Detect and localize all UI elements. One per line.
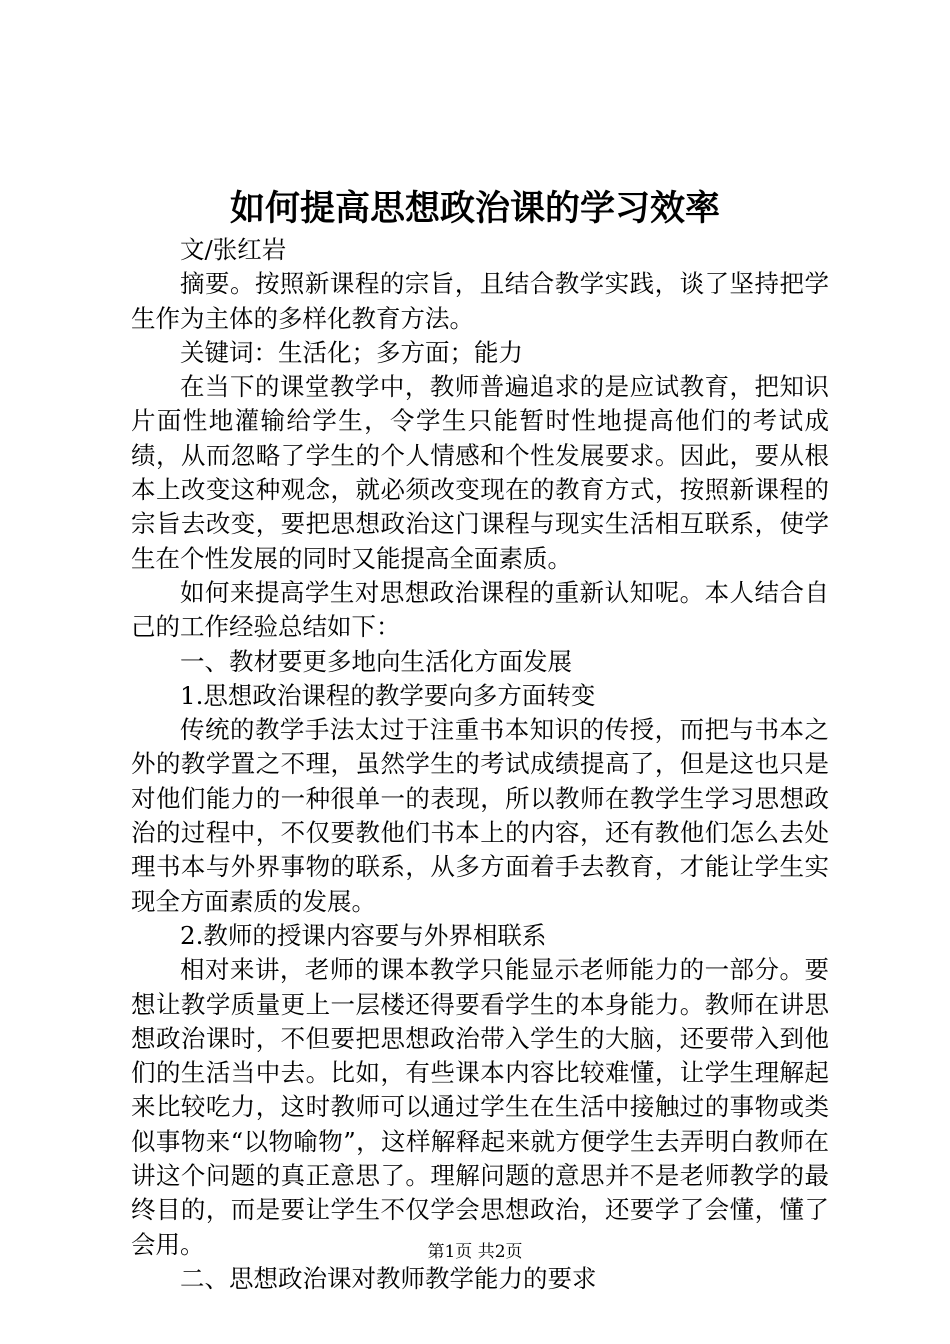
section-heading: 二、思想政治课对教师教学能力的要求 bbox=[180, 1263, 597, 1293]
body-paragraph: 相对来讲，老师的课本教学只能显示老师能力的一部分。要想让教学质量更上一层楼还得要看学生的本身能力。教师在讲思想政治课时，不但要把思想政治带入学生的大脑，还要带入到他们的生活当中去。比如，有些课本内容比较难懂，让学生理解起来比较吃力，这时教师可以通过学生在生活中接触过的事物或类似事物来“以物喻物”，这样解释起来就方便学生去弄明白教师在讲这个问题的真正意思了。理解问题的意思并不是老师教学的最终目的，而是要让学生不仅学会思想政治，还要学了会懂，懂了会用。 bbox=[131, 955, 829, 1259]
author-line: 文/张红岩 bbox=[180, 235, 287, 264]
document-body bbox=[131, 233, 829, 1296]
section-heading: 一、教材要更多地向生活化方面发展 bbox=[180, 646, 572, 676]
document-title: 如何提高思想政治课的学习效率 bbox=[229, 188, 720, 229]
subsection-heading: 2.教师的授课内容要与外界相联系 bbox=[180, 920, 547, 950]
body-paragraph: 传统的教学手法太过于注重书本知识的传授，而把与书本之外的教学置之不理，虽然学生的考试成绩提高了，但是这也只是对他们能力的一种很单一的表现，所以教师在教学生学习思想政治的过程中，不仅要教他们书本上的内容，还有教他们怎么去处理书本与外界事物的联系，从多方面着手去教育，才能让学生实现全方面素质的发展。 bbox=[131, 715, 829, 916]
page-number-footer: 第1页 共2页 bbox=[427, 1242, 523, 1262]
subsection-heading: 1.思想政治课程的教学要向多方面转变 bbox=[180, 680, 596, 710]
body-paragraph: 在当下的课堂教学中，教师普遍追求的是应试教育，把知识片面性地灌输给学生，令学生只能暂时性地提高他们的考试成绩，从而忽略了学生的个人情感和个性发展要求。因此，要从根本上改变这种观念，就必须改变现在的教育方式，按照新课程的宗旨去改变，要把思想政治这门课程与现实生活相互联系，使学生在个性发展的同时又能提高全面素质。 bbox=[131, 372, 829, 573]
abstract-paragraph: 摘要。按照新课程的宗旨，且结合教学实践，谈了坚持把学生作为主体的多样化教育方法。 bbox=[131, 269, 829, 333]
keywords-line: 关键词：生活化；多方面；能力 bbox=[180, 337, 523, 367]
body-paragraph: 如何来提高学生对思想政治课程的重新认知呢。本人结合自己的工作经验总结如下： bbox=[131, 577, 829, 642]
